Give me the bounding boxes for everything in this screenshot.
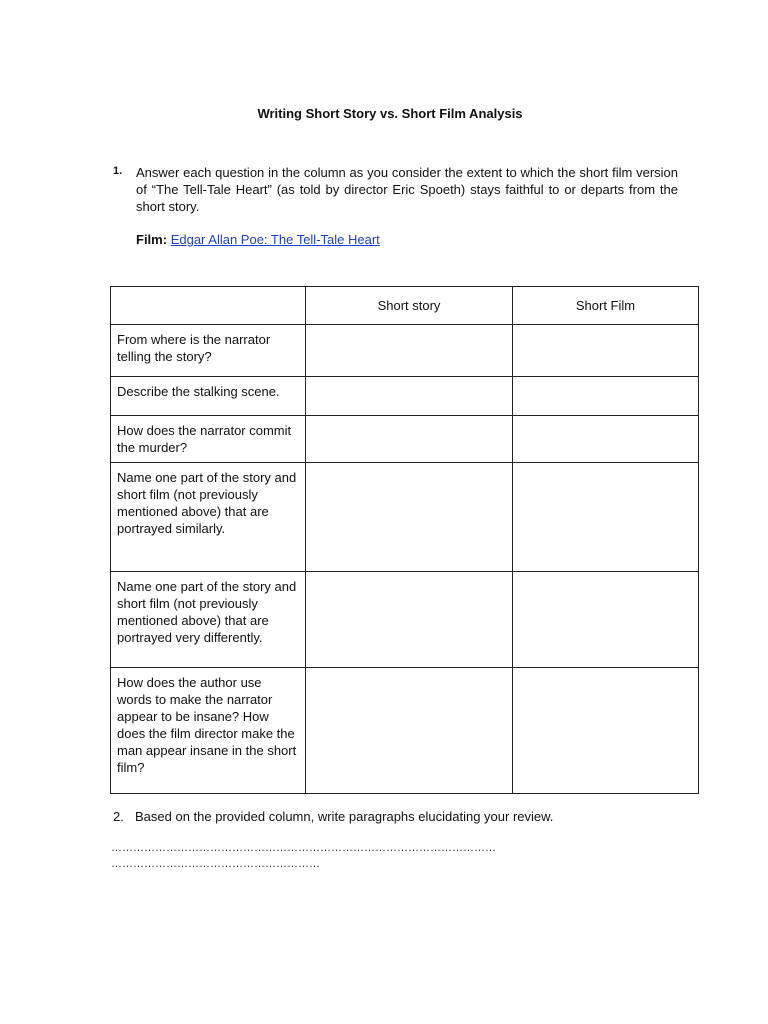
short-story-answer-cell[interactable] bbox=[306, 377, 513, 416]
short-film-answer-cell[interactable] bbox=[513, 668, 699, 794]
short-film-answer-cell[interactable] bbox=[513, 416, 699, 463]
question-cell: Name one part of the story and short film (not previously mentioned above) that are portrayed very differently. bbox=[111, 572, 306, 668]
table-row bbox=[111, 377, 699, 416]
film-label: Film: bbox=[136, 232, 168, 247]
answer-line-1[interactable]: …………………………………………………………………………………………… bbox=[111, 842, 496, 854]
film-link[interactable]: Edgar Allan Poe: The Tell-Tale Heart bbox=[170, 232, 380, 247]
table-header-row bbox=[111, 287, 699, 325]
table-row bbox=[111, 572, 699, 668]
short-story-answer-cell[interactable] bbox=[306, 416, 513, 463]
table-row bbox=[111, 463, 699, 572]
short-film-answer-cell[interactable] bbox=[513, 377, 699, 416]
question-cell: How does the author use words to make the narrator appear to be insane? How does the film director make the man appear insane in the short film? bbox=[111, 668, 306, 794]
short-story-answer-cell[interactable] bbox=[306, 325, 513, 377]
question-2-number: 2. bbox=[113, 809, 124, 824]
question-2 bbox=[113, 809, 553, 824]
analysis-table bbox=[110, 286, 699, 794]
question-cell: Describe the stalking scene. bbox=[111, 377, 306, 416]
question-1-text: Answer each question in the column as you consider the extent to which the short film version of “The Tell-Tale Heart” (as told by director Eric Spoeth) stays faithful to or departs from the short story. bbox=[136, 165, 678, 214]
question-cell: From where is the narrator telling the story? bbox=[111, 325, 306, 377]
short-story-answer-cell[interactable] bbox=[306, 463, 513, 572]
header-blank-cell bbox=[111, 287, 306, 325]
question-1 bbox=[113, 164, 678, 215]
page-title: Writing Short Story vs. Short Film Analysis bbox=[257, 106, 523, 121]
header-short-story: Short story bbox=[306, 287, 513, 325]
table-row bbox=[111, 668, 699, 794]
question-cell: Name one part of the story and short film (not previously mentioned above) that are portrayed similarly. bbox=[111, 463, 306, 572]
table-row bbox=[111, 325, 699, 377]
question-1-number: 1. bbox=[113, 165, 123, 177]
answer-line-2[interactable]: ………………………………………………… bbox=[111, 858, 320, 870]
film-line bbox=[136, 232, 380, 247]
short-story-answer-cell[interactable] bbox=[306, 572, 513, 668]
short-story-answer-cell[interactable] bbox=[306, 668, 513, 794]
short-film-answer-cell[interactable] bbox=[513, 572, 699, 668]
table-row bbox=[111, 416, 699, 463]
short-film-answer-cell[interactable] bbox=[513, 325, 699, 377]
question-cell: How does the narrator commit the murder? bbox=[111, 416, 306, 463]
question-2-text: Based on the provided column, write paragraphs elucidating your review. bbox=[135, 809, 554, 824]
short-film-answer-cell[interactable] bbox=[513, 463, 699, 572]
header-short-film: Short Film bbox=[513, 287, 699, 325]
